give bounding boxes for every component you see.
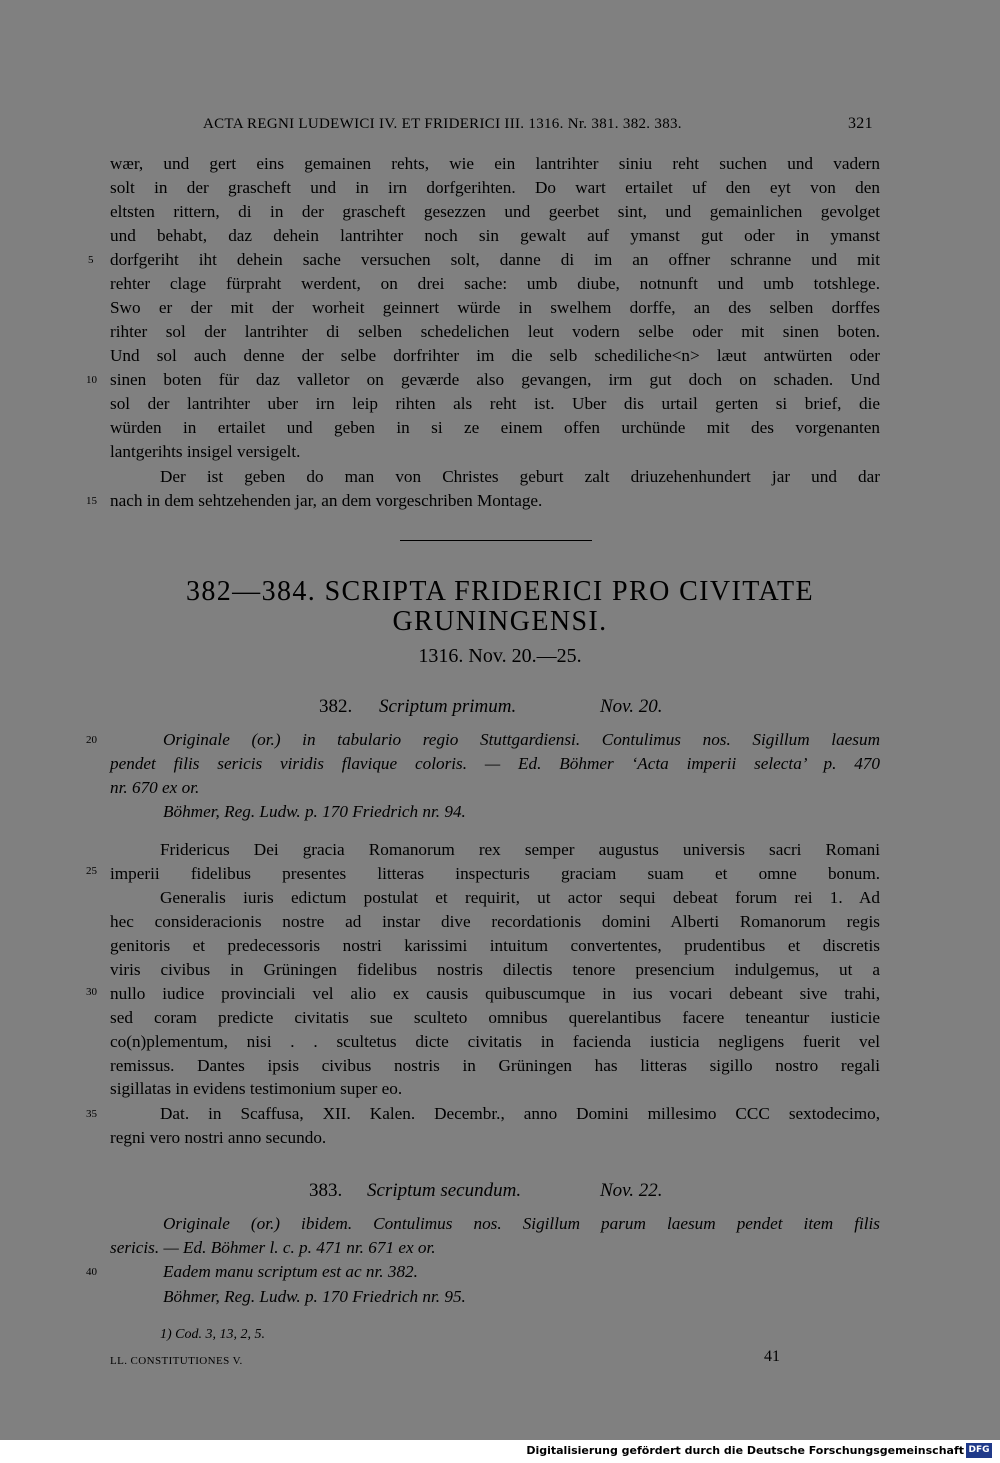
funding-text: Digitalisierung gefördert durch die Deutsche Forschungsgemeinschaft bbox=[526, 1444, 964, 1457]
text-line: eltsten rittern, di in der grascheft gesezzen und geerbet sint, und gemainlichen gevolget bbox=[110, 202, 880, 221]
text-line: remissus. Dantes ipsis civibus nostris in Grüningen has litteras sigillo nostro regali bbox=[110, 1056, 880, 1075]
line-number: 30 bbox=[86, 986, 97, 998]
line-number: 10 bbox=[86, 374, 97, 386]
dfg-logo[interactable]: DFG bbox=[966, 1443, 992, 1458]
text-line: Swo er der mit der worheit geinnert würde in swelhem dorffe, an des selben dorffes bbox=[110, 298, 880, 317]
text-line: solt in der grascheft und in irn dorfgerihten. Do wart ertailet uf den eyt von den bbox=[110, 178, 880, 197]
text-line: sed coram predicte civitatis sue sculteto omnibus querelantibus facere teneantur iusticie bbox=[110, 1008, 880, 1027]
source-note: Eadem manu scriptum est ac nr. 382. bbox=[163, 1262, 418, 1281]
page-number: 321 bbox=[848, 115, 873, 132]
text-line: rehter clage fürpraht werdent, on drei sache: umb diube, notnunft und umb totshlege. bbox=[110, 274, 880, 293]
text-line: Dat. in Scaffusa, XII. Kalen. Decembr., anno Domini millesimo CCC sextodecimo, bbox=[160, 1104, 880, 1123]
doc-title: Scriptum primum. bbox=[379, 696, 517, 717]
series-footer: LL. CONSTITUTIONES V. bbox=[110, 1355, 243, 1367]
footnote: 1) Cod. 3, 13, 2, 5. bbox=[160, 1327, 265, 1342]
text-line: Generalis iuris edictum postulat et requirit, ut actor sequi debeat forum rei 1. Ad bbox=[160, 888, 880, 907]
text-line: würden in ertailet und geben in si ze einem offen urchünde mit des vorgenanten bbox=[110, 418, 880, 437]
text-line: regni vero nostri anno secundo. bbox=[110, 1128, 327, 1147]
text-line: und behabt, daz dehein lantrihter noch sin gewalt auf ymanst gut oder in ymanst bbox=[110, 226, 880, 245]
line-number: 20 bbox=[86, 734, 97, 746]
text-line: viris civibus in Grüningen fidelibus nostris dilectis tenore presencium indulgemus, ut a bbox=[110, 960, 880, 979]
text-line: Der ist geben do man von Christes geburt zalt driuzehenhundert jar und dar bbox=[160, 467, 880, 486]
doc-date: Nov. 20. bbox=[600, 696, 663, 717]
text-line: rihter sol der lantrihter di selben schedelichen leut vodern selbe oder mit sinen boten. bbox=[110, 322, 880, 341]
source-note: sericis. — Ed. Böhmer l. c. p. 471 nr. 671 ex or. bbox=[110, 1238, 436, 1257]
section-title-line1: 382—384. SCRIPTA FRIDERICI PRO CIVITATE bbox=[185, 576, 815, 607]
regest-note: Böhmer, Reg. Ludw. p. 170 Friedrich nr. 95. bbox=[163, 1287, 466, 1306]
doc-title: Scriptum secundum. bbox=[367, 1180, 522, 1201]
text-line: Fridericus Dei gracia Romanorum rex semper augustus universis sacri Romani bbox=[160, 840, 880, 859]
source-note: Originale (or.) in tabulario regio Stuttgardiensi. Contulimus nos. Sigillum laesum bbox=[163, 730, 880, 749]
section-divider bbox=[400, 540, 592, 541]
text-line: nach in dem sehtzehenden jar, an dem vorgeschriben Montage. bbox=[110, 491, 543, 510]
section-dates: 1316. Nov. 20.—25. bbox=[418, 645, 582, 667]
doc-number: 382. bbox=[319, 696, 353, 717]
text-line: sinen boten für daz valletor on geværde also gevangen, irm gut doch on schaden. Und bbox=[110, 370, 880, 389]
running-title: ACTA REGNI LUDEWICI IV. ET FRIDERICI III. 1316. Nr. 381. 382. 383. bbox=[203, 116, 682, 132]
line-number: 25 bbox=[86, 865, 97, 877]
text-line: imperii fidelibus presentes litteras inspecturis graciam suam et omne bonum. bbox=[110, 864, 880, 883]
text-line: wær, und gert eins gemainen rehts, wie ein lantrihter siniu reht suchen und vadern bbox=[110, 154, 880, 173]
text-line: genitoris et predecessoris nostri karissimi intuitum convertentes, prudentibus et discretis bbox=[110, 936, 880, 955]
section-title-line2: GRUNINGENSI. bbox=[392, 606, 608, 637]
text-line: sol der lantrihter uber irn leip rihten als reht ist. Uber dis urtail gerten si brief, die bbox=[110, 394, 880, 413]
text-line: co(n)plementum, nisi . . scultetus dicte civitatis in facienda iusticia negligens fuerit vel bbox=[110, 1032, 880, 1051]
doc-date: Nov. 22. bbox=[600, 1180, 663, 1201]
line-number: 40 bbox=[86, 1266, 97, 1278]
source-note: Originale (or.) ibidem. Contulimus nos. Sigillum parum laesum pendet item filis bbox=[163, 1214, 880, 1233]
text-line: dorfgeriht iht dehein sache versuchen solt, danne di im an offner schranne und mit bbox=[110, 250, 880, 269]
source-note: nr. 670 ex or. bbox=[110, 778, 200, 797]
doc-number: 383. bbox=[309, 1180, 343, 1201]
text-line: Und sol auch denne der selbe dorfrihter im die selb schediliche<n> læut antwürten oder bbox=[110, 346, 880, 365]
regest-note: Böhmer, Reg. Ludw. p. 170 Friedrich nr. 94. bbox=[163, 802, 466, 821]
signature-mark: 41 bbox=[764, 1348, 780, 1365]
line-number: 15 bbox=[86, 495, 97, 507]
text-line: sigillatas in evidens testimonium super eo. bbox=[110, 1079, 403, 1098]
text-line: lantgerihts insigel versigelt. bbox=[110, 442, 301, 461]
line-number: 5 bbox=[88, 254, 94, 266]
text-line: nullo iudice provinciali vel alio ex causis quibuscumque in ius vocari debeant sive trahi, bbox=[110, 984, 880, 1003]
source-note: pendet filis sericis viridis flavique coloris. — Ed. Böhmer ‘Acta imperii selecta’ p. 470 bbox=[110, 754, 880, 773]
funding-bar bbox=[0, 1440, 1000, 1463]
line-number: 35 bbox=[86, 1108, 97, 1120]
text-line: hec consideracionis nostre ad instar dive recordationis domini Alberti Romanorum regis bbox=[110, 912, 880, 931]
